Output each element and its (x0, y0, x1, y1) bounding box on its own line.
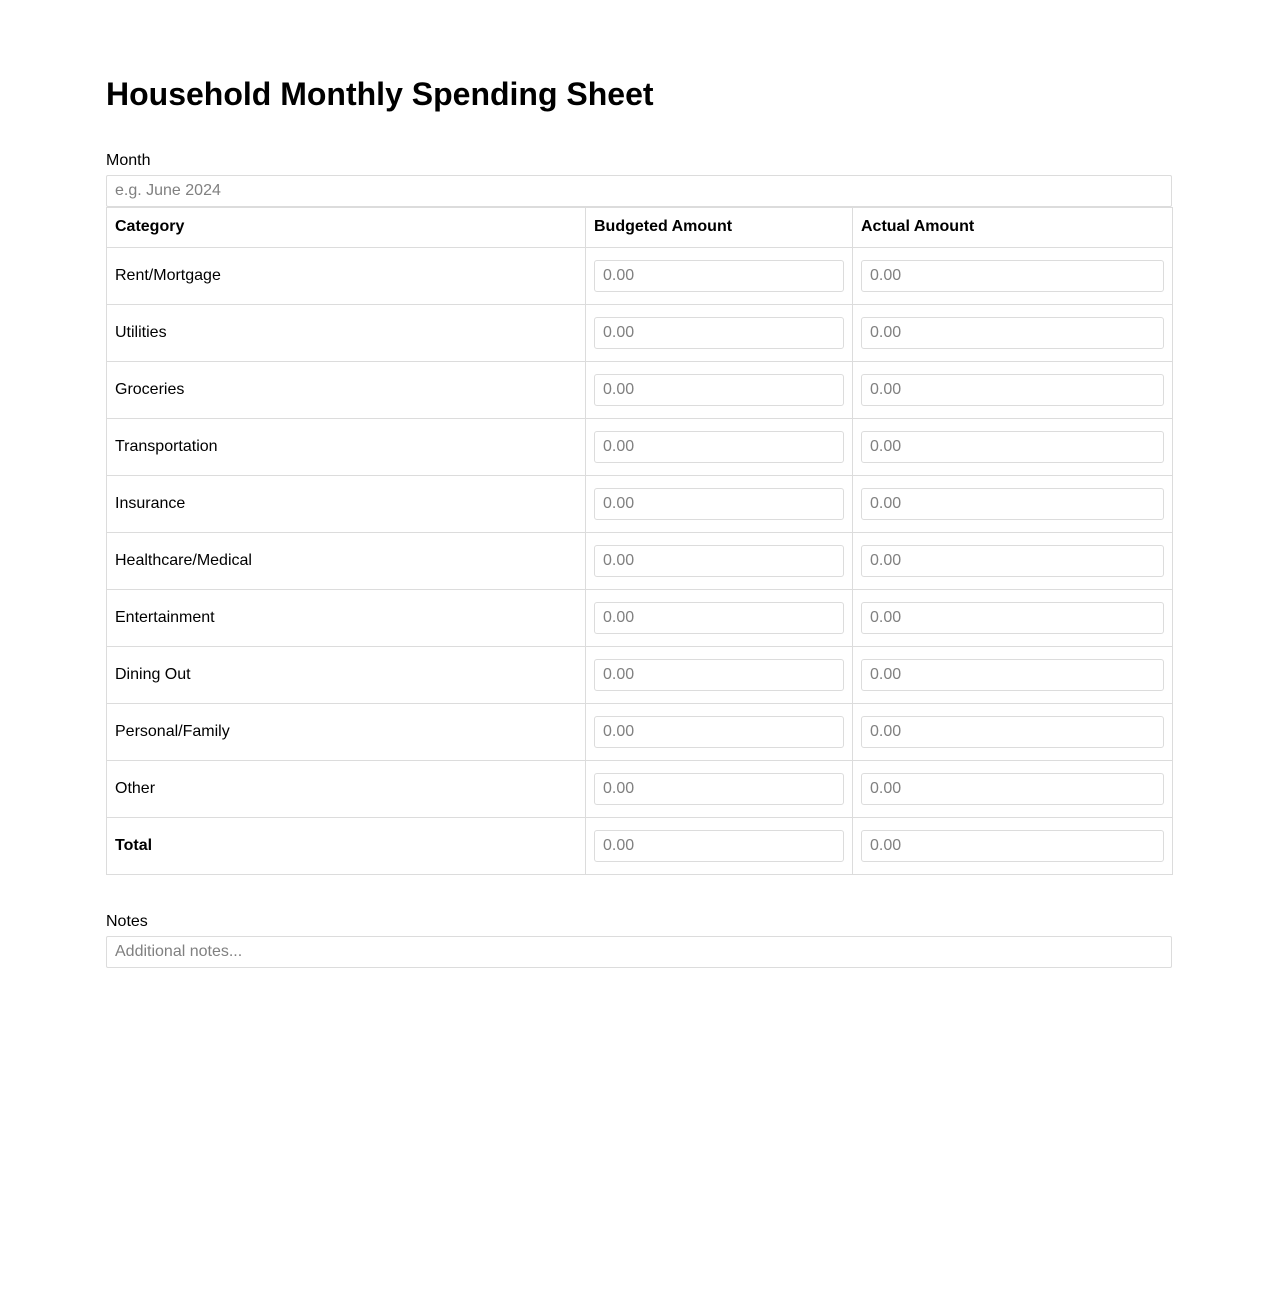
budgeted-amount-input[interactable] (594, 488, 844, 520)
budgeted-amount-input[interactable] (594, 431, 844, 463)
budgeted-amount-input[interactable] (594, 260, 844, 292)
category-label: Transportation (107, 419, 586, 476)
budgeted-amount-input[interactable] (594, 602, 844, 634)
table-row (107, 248, 1173, 305)
category-label: Dining Out (107, 647, 586, 704)
budgeted-amount-input[interactable] (594, 716, 844, 748)
category-label: Utilities (107, 305, 586, 362)
table-row (107, 362, 1173, 419)
table-row (107, 419, 1173, 476)
total-budgeted-input[interactable] (594, 830, 844, 862)
actual-amount-input[interactable] (861, 374, 1164, 406)
month-label: Month (106, 152, 151, 169)
category-label: Other (107, 761, 586, 818)
table-row (107, 590, 1173, 647)
total-actual-input[interactable] (861, 830, 1164, 862)
month-input[interactable] (106, 175, 1172, 207)
actual-amount-input[interactable] (861, 260, 1164, 292)
actual-amount-input[interactable] (861, 431, 1164, 463)
table-header-row (107, 208, 1173, 248)
total-row (107, 818, 1173, 875)
table-row (107, 305, 1173, 362)
budgeted-amount-input[interactable] (594, 545, 844, 577)
actual-amount-input[interactable] (861, 773, 1164, 805)
actual-amount-input[interactable] (861, 659, 1164, 691)
category-label: Personal/Family (107, 704, 586, 761)
actual-amount-input[interactable] (861, 545, 1164, 577)
header-category: Category (107, 208, 586, 248)
table-row (107, 533, 1173, 590)
spending-table (106, 207, 1173, 875)
table-row (107, 761, 1173, 818)
total-label: Total (107, 818, 586, 875)
table-row (107, 704, 1173, 761)
budgeted-amount-input[interactable] (594, 659, 844, 691)
category-label: Groceries (107, 362, 586, 419)
actual-amount-input[interactable] (861, 317, 1164, 349)
page-title: Household Monthly Spending Sheet (106, 76, 654, 112)
budgeted-amount-input[interactable] (594, 773, 844, 805)
category-label: Healthcare/Medical (107, 533, 586, 590)
category-label: Insurance (107, 476, 586, 533)
actual-amount-input[interactable] (861, 716, 1164, 748)
notes-label: Notes (106, 913, 148, 930)
actual-amount-input[interactable] (861, 602, 1164, 634)
notes-input[interactable] (106, 936, 1172, 968)
category-label: Entertainment (107, 590, 586, 647)
category-label: Rent/Mortgage (107, 248, 586, 305)
budgeted-amount-input[interactable] (594, 374, 844, 406)
budgeted-amount-input[interactable] (594, 317, 844, 349)
header-actual-amount: Actual Amount (853, 208, 1173, 248)
actual-amount-input[interactable] (861, 488, 1164, 520)
table-row (107, 476, 1173, 533)
header-budgeted-amount: Budgeted Amount (586, 208, 853, 248)
table-row (107, 647, 1173, 704)
